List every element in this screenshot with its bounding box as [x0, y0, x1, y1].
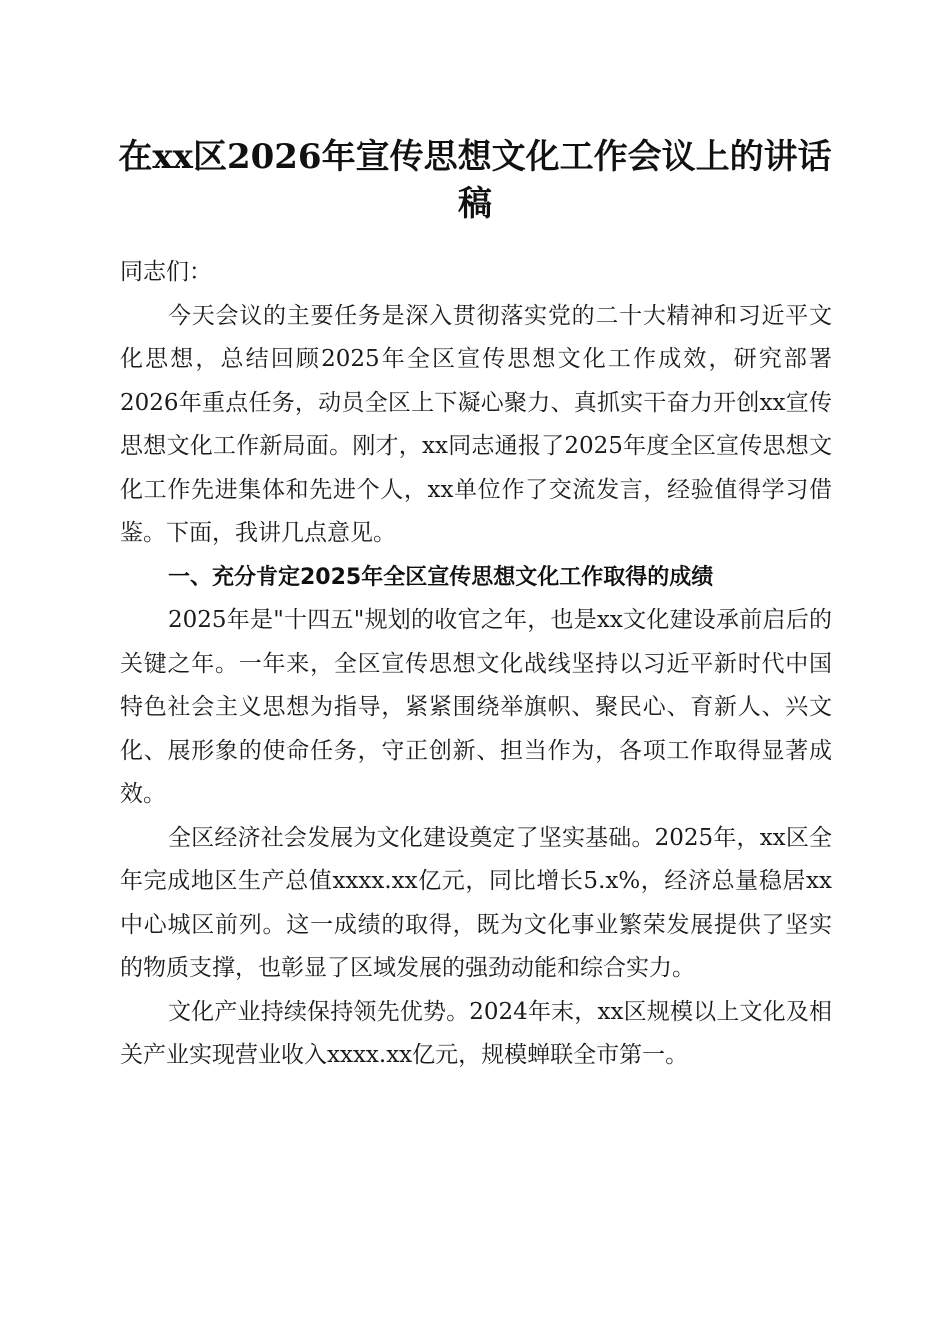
salutation: 同志们： — [120, 259, 212, 285]
body-paragraph: 2025年是"十四五"规划的收官之年，也是xx文化建设承前启后的关键之年。一年来，全区宣传思想文化战线坚持以习近平新时代中国特色社会主义思想为指导，紧紧围绕举旗帜、聚民心、育新人、兴文化、展形象的使命任务，守正创新、担当作为，各项工作取得显著成效。 — [120, 607, 832, 807]
document-title: 在xx区2026年宣传思想文化工作会议上的讲话稿 — [118, 137, 832, 224]
section-heading: 一、充分肯定2025年全区宣传思想文化工作取得的成绩 — [168, 564, 714, 590]
opening-paragraph: 今天会议的主要任务是深入贯彻落实党的二十大精神和习近平文化思想，总结回顾2025年全区宣传思想文化工作成效，研究部署2026年重点任务，动员全区上下凝心聚力、真抓实干奋力开创xx宣传思想文化工作新局面。刚才，xx同志通报了2025年度全区宣传思想文化工作先进集体和先进个人，xx单位作了交流发言，经验值得学习借鉴。下面，我讲几点意见。 — [120, 302, 832, 546]
body-paragraph: 文化产业持续保持领先优势。2024年末，xx区规模以上文化及相关产业实现营业收入xxxx.xx亿元，规模蝉联全市第一。 — [120, 998, 832, 1068]
body-paragraph: 全区经济社会发展为文化建设奠定了坚实基础。2025年，xx区全年完成地区生产总值xxxx.xx亿元，同比增长5.x%，经济总量稳居xx中心城区前列。这一成绩的取得，既为文化事业繁荣发展提供了坚实的物质支撑，也彰显了区域发展的强劲动能和综合实力。 — [120, 824, 832, 981]
document-body — [120, 251, 832, 1078]
